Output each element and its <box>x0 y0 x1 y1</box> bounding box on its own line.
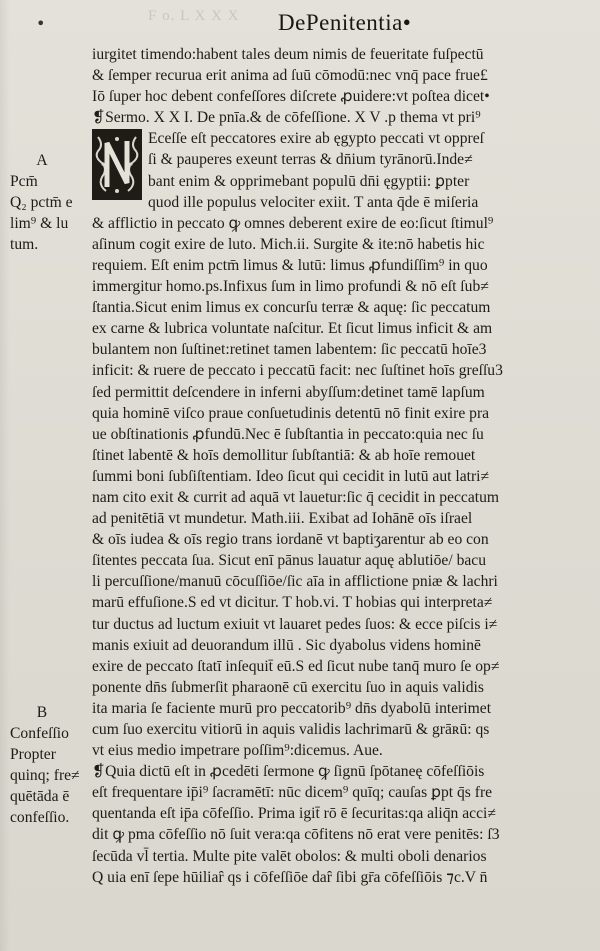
text-line: nam cito exit & currit ad aquā vt lauetur:ſic q̄ cecidit in peccatum <box>92 488 500 506</box>
main-text-column <box>92 44 572 888</box>
text-line: ex carne & lubrica voluntate naſcitur. Et ſicut limus inficit & am <box>92 320 493 338</box>
margin-note-line: tum. <box>10 236 39 254</box>
text-line: ſi & pauperes exeunt terras & dn̄ium tyrānorū.Inde≠ <box>148 151 473 169</box>
text-line: aſinum cogit exire de luto. Mich.ii. Surgite & ite:nō habetis hic <box>92 235 485 253</box>
text-line: ita maria ſe faciente murū pro peccatorib⁹ dn̄s dyabolū interimet <box>92 699 492 717</box>
margin-note-line: Confeſſio <box>10 725 69 743</box>
text-line: bulantem non ſuſtinet:retinet tamen labentem: ſic peccatū hoīe3 <box>92 341 487 359</box>
page-gutter-shadow <box>0 0 10 951</box>
text-line: eſt frequentare ip̄i⁹ ſacramētī: nūc dicem⁹ quīq; cauſas ꝑpt q̄s fre <box>92 784 493 802</box>
margin-letter-a: A <box>36 152 48 169</box>
text-line: marū effuſione.S ed vt dicitur. T hob.vi. T hobias qui interpreta≠ <box>92 594 493 612</box>
text-line: Iō ſuper hoc debent confeſſores diſcrete ꝓuidere:vt poſtea dicet• <box>92 88 490 106</box>
text-line: & oīs iudea & oīs regio trans iordanē vt baptiʒarentur ab eo con <box>92 531 489 549</box>
margin-note-line: Propter <box>10 746 56 764</box>
text-line: quod ille populus velociter exiit. T anta q̄de ē miſeria <box>148 193 479 211</box>
text-line: ſecūda vl̄ tertia. Multe pite valēt obolos: & multi oboli denarios <box>92 847 487 865</box>
text-line: ſummi boni ſubſiſtentiam. Ideo ſicut qui cecidit in lutū aut latri≠ <box>92 467 490 485</box>
text-line: inficit: & ruere de peccato i peccatū facit: nec ſuſtinet hoīs greſſu3 <box>92 362 503 380</box>
running-head: DePenitentia• <box>278 10 412 35</box>
margin-note-b <box>10 702 90 829</box>
text-line: ſtantia.Sicut enim limus ex concurſu terræ & aquę: ſic peccatum <box>92 299 491 317</box>
text-line: iurgitet timendo:habent tales deum nimis de feueritate fuſpectū <box>92 46 484 63</box>
margin-note-line: Pcm̄ <box>10 173 38 191</box>
text-line: li percuſſione/manuū cōcuſſiōe/ſic aīa in afflictione pniæ & lachri <box>92 573 498 591</box>
text-line: immergitur homo.ps.Infixus ſum in limo profundi & nō eſt ſub≠ <box>92 278 489 296</box>
text-line: Q uia enī ſepe hūiliaȓ qs i cōfeſſiōe daȓ ſibi gr̄a cōfeſſiōis ⁊c.V n̄ <box>92 868 488 886</box>
margin-note-line: quētāda ē <box>10 788 70 806</box>
text-line: manis exiuit ad deuorandum illū . Sic dyabolus videns hominē <box>92 636 481 654</box>
margin-note-line: Q₂ pctm̄ e <box>10 194 73 212</box>
text-line: ſed permittit deſcendere in inferni abyſſum:detinet tamē lapſum <box>92 383 485 401</box>
margin-letter-b: B <box>36 704 48 721</box>
sermon-heading-line: ❡Sermo. X X I. De pnīa.& de cōfeſſione. X V .p thema vt pri⁹ <box>92 109 481 127</box>
text-line: cum ſuo exercitu vitiorū in aquis validis lachrimarū & grāʀū: qs <box>92 721 490 738</box>
text-line: ſtinet labentē & hoīs demollitur ſubſtantiā: & ab hoīe remouet <box>92 446 476 464</box>
margin-note-line: lim⁹ & lu <box>10 215 69 233</box>
text-line: requiem. Eſt enim pctm̄ limus & lutū: limus ꝓfundiſſim⁹ in quo <box>92 256 488 274</box>
text-line: ponente dn̄s ſubmerſit pharaonē cū exercitu ſuo in aquis validis <box>92 678 484 696</box>
margin-note-line: confeſſio. <box>10 809 70 827</box>
text-line: quentanda eſt ip̄a cōfeſſio. Prima igit̄ rō ē ſecuritas:qa aliq̄n acci≠ <box>92 805 496 823</box>
folio-number: F o. L X X X <box>148 8 240 24</box>
text-line: exire de peccato ſtatī inſequit̄ eū.S ed ſicut nube tanq̄ muro ſe op≠ <box>92 657 500 675</box>
text-line: quia hominē viſco praue conſuetudinis detentū nō finit exire pra <box>92 404 490 422</box>
text-line: dit ꝙ pma cōfeſſio nō ſuit vera:qa cōfitens nō erat vere penitēs: ſ3 <box>92 826 500 844</box>
text-line: ad penitētiā vt mundetur. Math.iii. Exibat ad Iohānē oīs iſrael <box>92 510 473 528</box>
margin-note-line: quinq; fre≠ <box>10 767 80 785</box>
text-line: ❡Quia dictū eſt in ꝓcedēti ſermone ꝙ ſignū ſpōtaneę cōfeſſiōis <box>92 763 485 781</box>
text-line: & ſemper recurua erit anima ad ſuū cōmodū:nec vnq̄ pace frue£ <box>92 67 488 85</box>
text-line: vt eius medio impetrare poſſim⁹:dicemus. Aue. <box>92 742 383 760</box>
text-line: ſitentes peccata ſua. Sicut enī pānus lauatur aquę ablutiōe/ bacu <box>92 552 487 570</box>
text-line: bant enim & opprimebant populū dn̄i ęgyptii: ꝑpter <box>148 172 470 190</box>
margin-note-a <box>10 150 90 255</box>
text-line: Eceſſe eſt peccatores exire ab ęgypto peccati vt oppreſ <box>148 130 484 148</box>
text-line: & afflictio in peccato ꝙ omnes deberent exire de eo:ſicut ſtimul⁹ <box>92 214 494 232</box>
page-mark: • <box>36 14 46 33</box>
text-line: ue obſtinationis ꝓfundū.Nec ē ſubſtantia in peccato:quia nec ſu <box>92 425 484 443</box>
text-line: tur ductus ad luctum exiuit vt lauaret pedes ſuos: & ecce piſcis i≠ <box>92 615 498 633</box>
